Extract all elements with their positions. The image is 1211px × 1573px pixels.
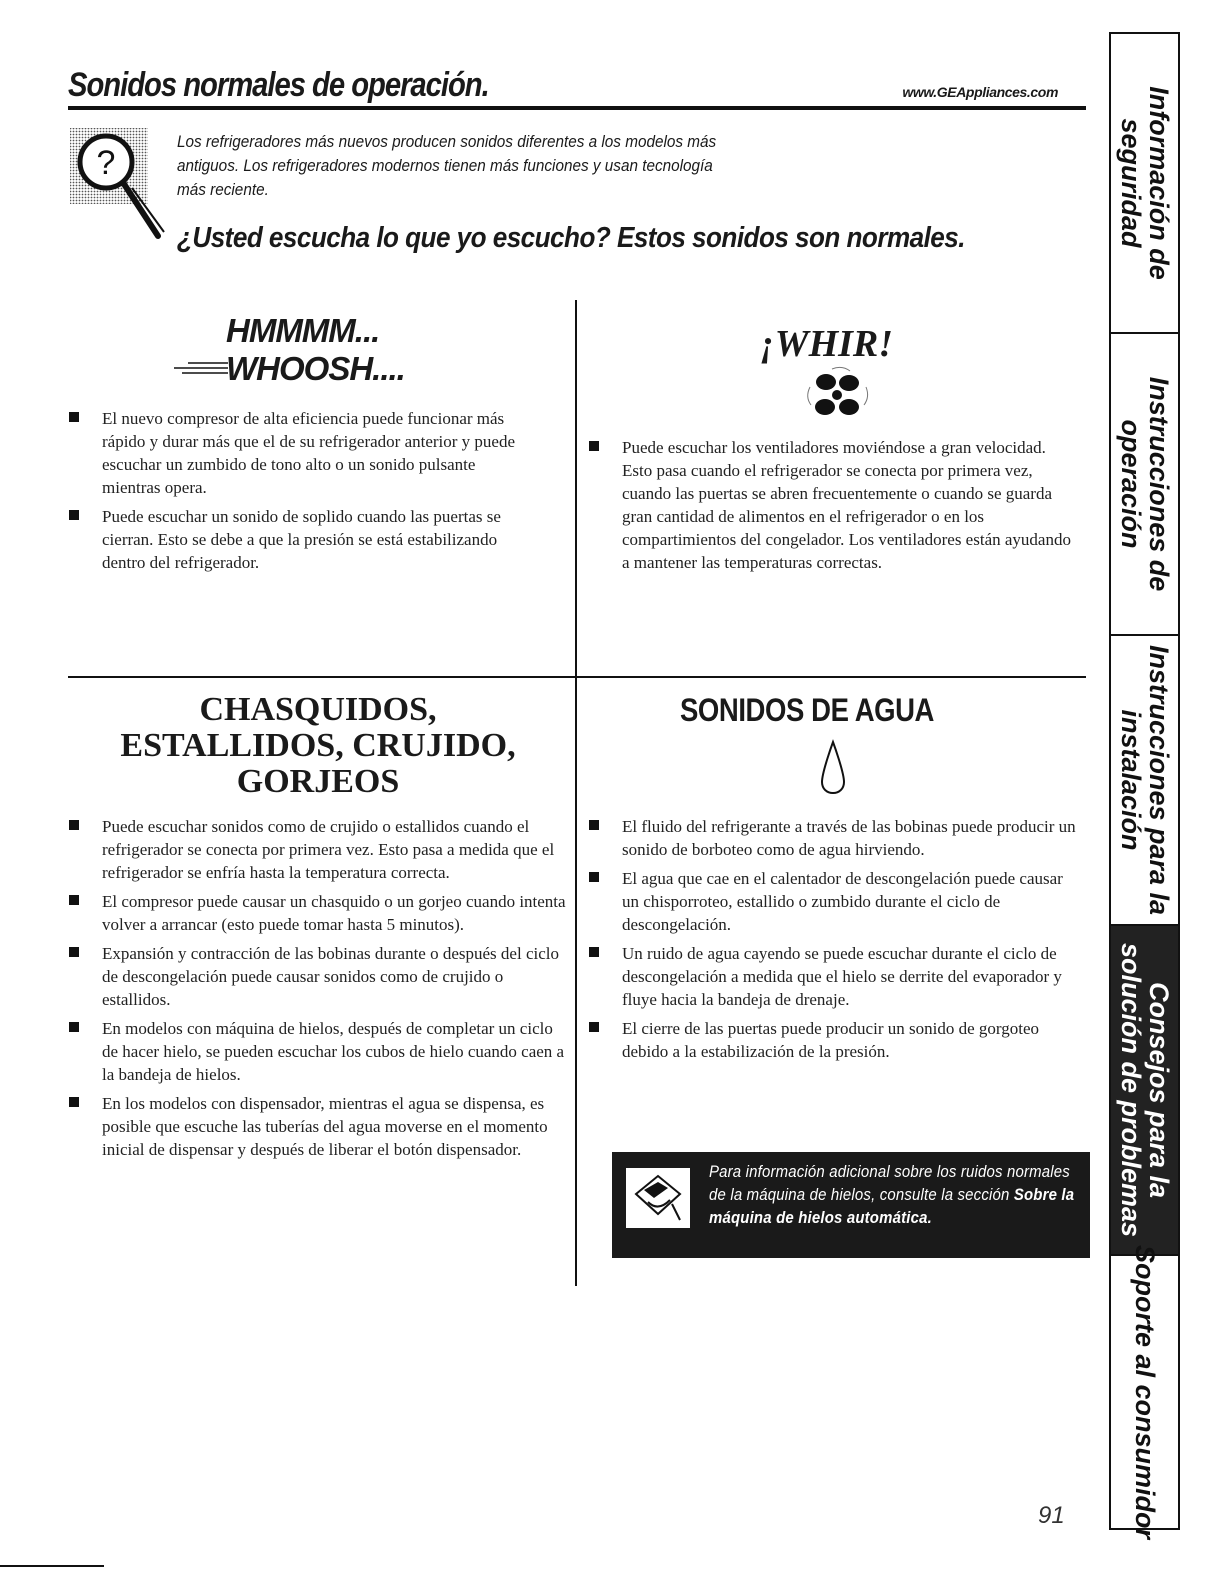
- intro-paragraph: Los refrigeradores más nuevos producen sonidos diferentes a los modelos más antiguos. Los refrigeradores modernos tienen más funciones y usan tecnología más reciente.: [177, 132, 717, 199]
- list-item: Puede escuchar un sonido de soplido cuando las puertas se cierran. Esto se debe a que la presión se está estabilizando dentro del refrigerador.: [66, 505, 536, 574]
- tab-instrucciones-operacion[interactable]: Instrucciones de operación: [1111, 332, 1178, 634]
- agua-list: [586, 815, 1082, 1069]
- tab-instrucciones-instalacion[interactable]: Instrucciones para la instalación: [1111, 634, 1178, 924]
- list-item: Puede escuchar los ventiladores moviéndose a gran velocidad. Esto pasa cuando el refrigerador se conecta por primera vez, cuando las puertas se abren frecuentemente o cuando se guarda gran cantidad de alimentos en el refrigerador o en los compartimientos del congelador. Los ventiladores están ayudando a mantener las temperaturas correctas.: [586, 436, 1076, 574]
- list-item: El compresor puede causar un chasquido o un gorjeo cuando intenta volver a arrancar (esto puede tomar hasta 5 minutos).: [66, 890, 571, 936]
- chasquidos-heading-line3: GORJEOS: [236, 763, 400, 800]
- note-text: Para información adicional sobre los ruidos normales de la máquina de hielos, consulte la sección Sobre la máquina de hielos automática.: [709, 1162, 1075, 1227]
- page-title: Sonidos normales de operación.: [68, 66, 489, 104]
- bullet-square-icon: [589, 872, 599, 882]
- water-drop-icon: [818, 738, 848, 796]
- column-divider-bottom: [575, 678, 577, 1286]
- hmm-heading-line2: WHOOSH....: [226, 350, 405, 387]
- bullet-square-icon: [69, 895, 79, 905]
- bullet-square-icon: [69, 820, 79, 830]
- ice-maker-icon: [622, 1164, 694, 1232]
- tab-informacion-seguridad[interactable]: Información de seguridad: [1115, 86, 1174, 280]
- agua-heading: SONIDOS DE AGUA: [680, 692, 934, 728]
- row-divider: [68, 676, 1086, 678]
- chasquidos-heading-line1: CHASQUIDOS,: [199, 691, 437, 728]
- header-rule: [68, 106, 1086, 110]
- bullet-square-icon: [69, 510, 79, 520]
- section-subheading: ¿Usted escucha lo que yo escucho? Estos sonidos son normales.: [177, 222, 965, 254]
- question-magnifier-icon: [66, 124, 178, 246]
- chasquidos-heading-line2: ESTALLIDOS, CRUJIDO,: [120, 727, 516, 764]
- svg-text:?: ?: [96, 144, 116, 182]
- bullet-square-icon: [69, 947, 79, 957]
- bullet-square-icon: [589, 1022, 599, 1032]
- bullet-square-icon: [589, 441, 599, 451]
- website-url[interactable]: www.GEAppliances.com: [902, 84, 1058, 100]
- footer-rule: [0, 1565, 104, 1567]
- bullet-square-icon: [69, 1022, 79, 1032]
- bullet-square-icon: [589, 947, 599, 957]
- page-number: 91: [1038, 1502, 1065, 1529]
- list-item: El agua que cae en el calentador de descongelación puede causar un chisporroteo, estallido o zumbido durante el ciclo de descongelación.: [586, 867, 1082, 936]
- list-item: El cierre de las puertas puede producir un sonido de gorgoteo debido a la estabilización de la presión.: [586, 1017, 1082, 1063]
- whir-list: [586, 436, 1076, 580]
- list-item: Un ruido de agua cayendo se puede escuchar durante el ciclo de descongelación a medida que el hielo se derrite del evaporador y fluye hacia la bandeja de drenaje.: [586, 942, 1082, 1011]
- note-bold-reference: Sobre la máquina de hielos automática.: [709, 1185, 1075, 1227]
- column-divider-top: [575, 300, 577, 676]
- list-item: En los modelos con dispensador, mientras el agua se dispensa, es posible que escuche las tuberías del agua moverse en el momento inicial de dispensar y después de liberar el botón dispensador.: [66, 1092, 571, 1161]
- list-item: El fluido del refrigerante a través de las bobinas puede producir un sonido de borboteo como de agua hirviendo.: [586, 815, 1082, 861]
- bullet-square-icon: [69, 1097, 79, 1107]
- list-item: Puede escuchar sonidos como de crujido o estallidos cuando el refrigerador se conecta por primera vez. Esto pasa a medida que el refrigerador se enfría hasta la temperatura correcta.: [66, 815, 571, 884]
- chasquidos-list: [66, 815, 571, 1167]
- whir-heading: ¡WHIR!: [760, 323, 894, 365]
- hmm-heading: [226, 312, 405, 388]
- whoosh-lines-icon: [170, 360, 230, 376]
- list-item: El nuevo compresor de alta eficiencia puede funcionar más rápido y durar más que el de su refrigerador anterior y puede escuchar un zumbido de tono alto o un sonido pulsante mientras opera.: [66, 407, 536, 499]
- tab-consejos-solucion-problemas[interactable]: Consejos para la solución de problemas: [1111, 924, 1178, 1254]
- chasquidos-heading: [68, 692, 568, 800]
- list-item: Expansión y contracción de las bobinas durante o después del ciclo de descongelación puede causar sonidos como de crujido o estallidos.: [66, 942, 571, 1011]
- bullet-square-icon: [69, 412, 79, 422]
- section-tabs: [1109, 32, 1180, 1540]
- tab-soporte-consumidor[interactable]: Soporte al consumidor: [1111, 1254, 1178, 1528]
- list-item: En modelos con máquina de hielos, después de completar un ciclo de hacer hielo, se pueden escuchar los cubos de hielo cuando caen a la bandeja de hielos.: [66, 1017, 571, 1086]
- fan-icon: [802, 365, 872, 425]
- hmm-heading-line1: HMMMM...: [226, 312, 380, 349]
- bullet-square-icon: [589, 820, 599, 830]
- hmm-list: [66, 407, 536, 580]
- ice-maker-note-box: [612, 1152, 1090, 1258]
